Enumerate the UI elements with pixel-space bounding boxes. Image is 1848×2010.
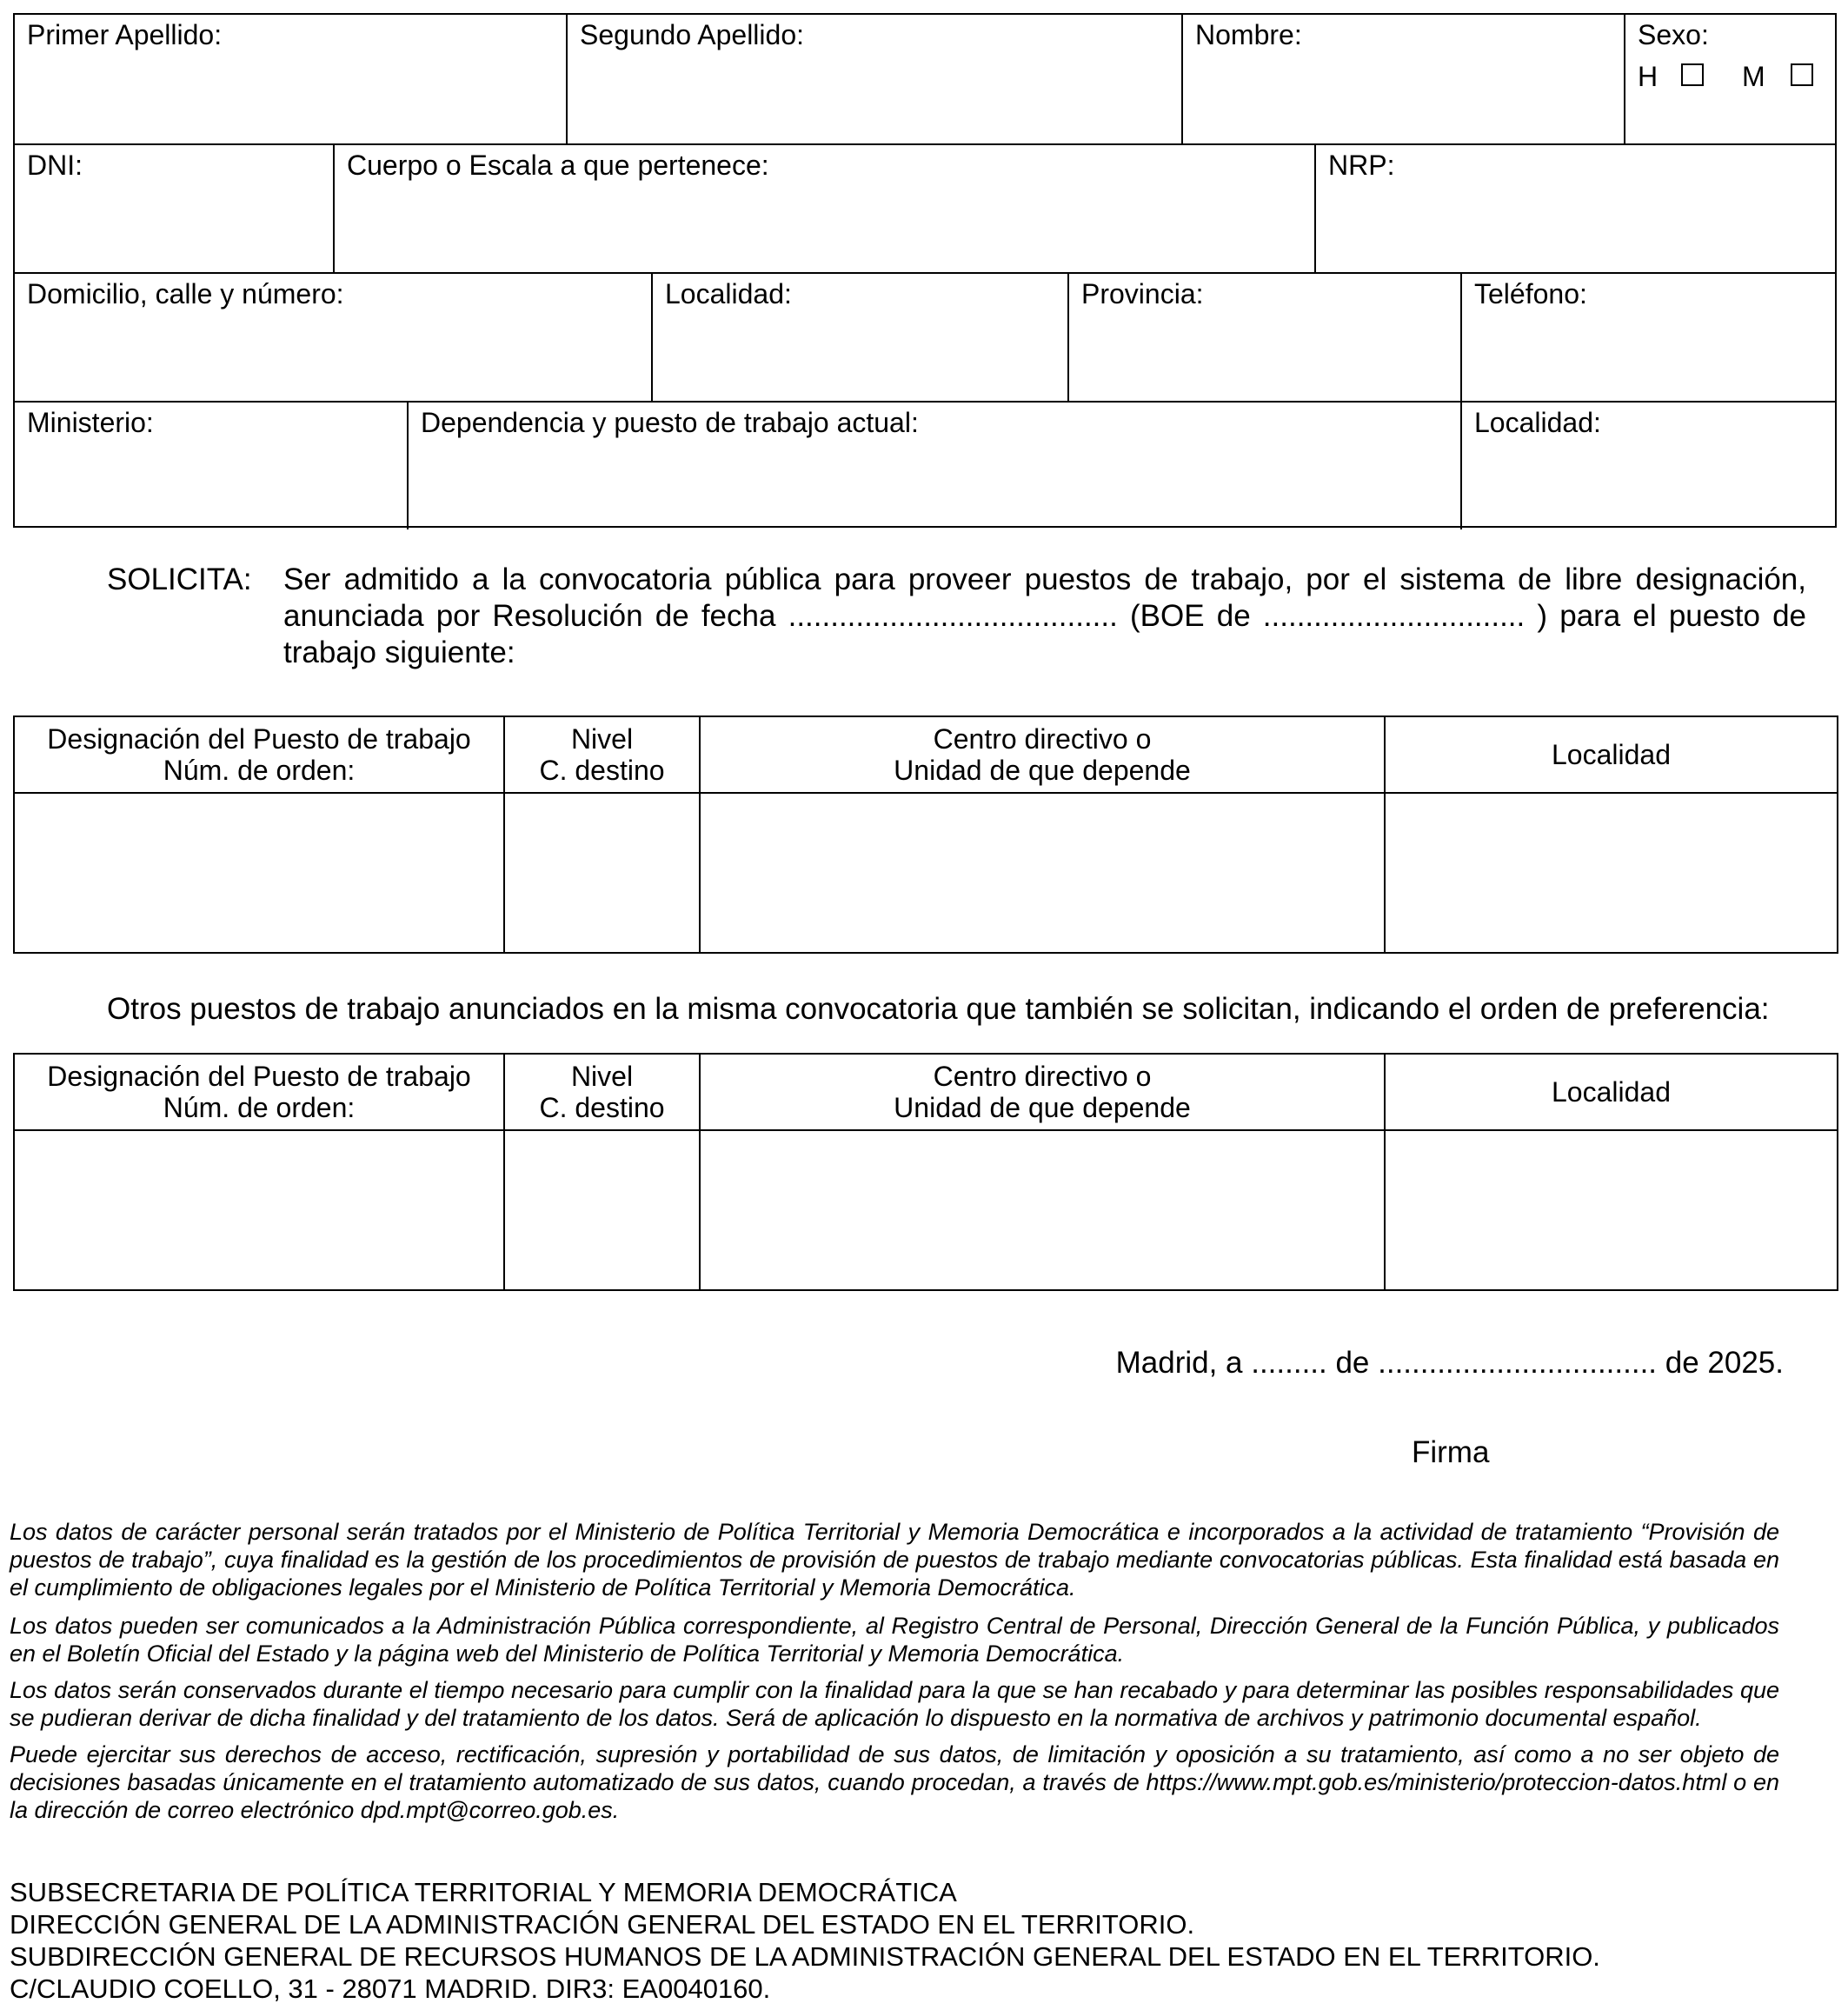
segundo-apellido-field[interactable] xyxy=(566,15,1181,143)
place-date-line: Madrid, a ......... de ................................. de 2025. xyxy=(1115,1346,1784,1380)
solicita-label: SOLICITA: xyxy=(107,562,252,596)
nivel-header-line2: C. destino xyxy=(539,755,665,786)
table-row xyxy=(14,1130,1838,1290)
telefono-label: Teléfono: xyxy=(1474,278,1587,309)
localidad-actual-label: Localidad: xyxy=(1474,407,1601,438)
localidad-actual-field[interactable] xyxy=(1460,403,1838,529)
primer-apellido-label: Primer Apellido: xyxy=(27,19,223,50)
footer-line-1: SUBSECRETARIA DE POLÍTICA TERRITORIAL Y MEMORIA DEMOCRÁTICA xyxy=(10,1877,957,1907)
firma-label: Firma xyxy=(1412,1435,1490,1469)
sexo-h-label: H xyxy=(1638,61,1659,92)
row-dni xyxy=(15,143,1835,272)
footer-line-3: SUBDIRECCIÓN GENERAL DE RECURSOS HUMANOS DE LA ADMINISTRACIÓN GENERAL DEL ESTADO EN EL TERRITORIO. xyxy=(10,1941,1600,1972)
segundo-apellido-label: Segundo Apellido: xyxy=(580,19,804,50)
localidad-label: Localidad: xyxy=(665,278,792,309)
centro-cell[interactable] xyxy=(700,793,1385,953)
sexo-m-checkbox[interactable] xyxy=(1791,63,1813,86)
ministerio-field[interactable] xyxy=(15,403,407,529)
legal-paragraph-1: Los datos de carácter personal serán tratados por el Ministerio de Política Territorial y Memoria Democrática e incorporados a la actividad de tratamiento “Provisión de puestos de trabajo”, cuya finalidad es la gestión de los procedimientos de provisión de puestos de trabajo mediante convocatorias públicas. Esta finalidad está basada en el cumplimiento de obligaciones legales por el Ministerio de Política Territorial y Memoria Democrática. xyxy=(10,1519,1779,1601)
designacion-header-line2: Núm. de orden: xyxy=(163,755,356,786)
designacion-header-line1: Designación del Puesto de trabajo xyxy=(47,723,471,755)
nivel-cell[interactable] xyxy=(504,793,700,953)
nivel-header xyxy=(504,1054,700,1130)
personal-data-grid xyxy=(13,13,1837,528)
provincia-label: Provincia: xyxy=(1081,278,1204,309)
legal-paragraph-3: Los datos serán conservados durante el tiempo necesario para cumplir con la finalidad para la que se han recabado y para determinar las posibles responsabilidades que se pudieran derivar de dicha finalidad y del tratamiento de los datos. Será de aplicación lo dispuesto en la normativa de archivos y patrimonio documental español. xyxy=(10,1677,1779,1731)
centro-header-line2: Unidad de que depende xyxy=(894,755,1191,786)
designacion-header-line2: Núm. de orden: xyxy=(163,1092,356,1123)
designacion-header xyxy=(14,1054,504,1130)
localidad-header: Localidad xyxy=(1385,1054,1838,1130)
cuerpo-label: Cuerpo o Escala a que pertenece: xyxy=(347,150,769,181)
localidad-header: Localidad xyxy=(1385,716,1838,793)
table-header-row xyxy=(14,1054,1838,1130)
footer-line-2: DIRECCIÓN GENERAL DE LA ADMINISTRACIÓN GENERAL DEL ESTADO EN EL TERRITORIO. xyxy=(10,1909,1195,1940)
nrp-field[interactable] xyxy=(1314,145,1838,272)
designacion-cell[interactable] xyxy=(14,1130,504,1290)
solicita-text: Ser admitido a la convocatoria pública para proveer puestos de trabajo, por el sistema de libre designación, anunciada por Resolución de fecha ....................................... (BOE de ............................... ) para el puesto de trabajo siguiente: xyxy=(283,562,1806,669)
row-address xyxy=(15,272,1835,401)
table-row xyxy=(14,793,1838,953)
domicilio-label: Domicilio, calle y número: xyxy=(27,278,344,309)
footer-line-4: C/CLAUDIO COELLO, 31 - 28071 MADRID. DIR3: EA0040160. xyxy=(10,1973,771,2004)
designacion-header xyxy=(14,716,504,793)
centro-header xyxy=(700,716,1385,793)
centro-cell[interactable] xyxy=(700,1130,1385,1290)
centro-header-line1: Centro directivo o xyxy=(933,1061,1152,1092)
sexo-label: Sexo: xyxy=(1638,19,1709,50)
cuerpo-field[interactable] xyxy=(333,145,1314,272)
nrp-label: NRP: xyxy=(1328,150,1395,181)
domicilio-field[interactable] xyxy=(15,274,651,401)
designacion-header-line1: Designación del Puesto de trabajo xyxy=(47,1061,471,1092)
localidad-field[interactable] xyxy=(651,274,1067,401)
nivel-header-line1: Nivel xyxy=(570,1061,634,1092)
nivel-cell[interactable] xyxy=(504,1130,700,1290)
centro-header-line1: Centro directivo o xyxy=(933,723,1152,755)
row-names xyxy=(15,15,1835,143)
legal-paragraph-4: Puede ejercitar sus derechos de acceso, rectificación, supresión y portabilidad de sus datos, de limitación y oposición a su tratamiento, así como a no ser objeto de decisiones basadas únicamente en el tratamiento automatizado de sus datos, cuando procedan, a través de https://www.mpt.gob.es/ministerio/proteccion-datos.html o en la dirección de correo electrónico dpd.mpt@correo.gob.es. xyxy=(10,1741,1779,1823)
sexo-field xyxy=(1624,15,1838,143)
nombre-field[interactable] xyxy=(1181,15,1624,143)
otros-puestos-table xyxy=(13,1053,1838,1291)
localidad-cell[interactable] xyxy=(1385,793,1838,953)
centro-header xyxy=(700,1054,1385,1130)
telefono-field[interactable] xyxy=(1460,274,1838,401)
row-ministerio xyxy=(15,401,1835,529)
otros-puestos-text: Otros puestos de trabajo anunciados en la misma convocatoria que también se solicitan, indicando el orden de preferencia: xyxy=(107,992,1770,1026)
footer-address xyxy=(10,1876,1600,2005)
primer-apellido-field[interactable] xyxy=(15,15,566,143)
sexo-h-checkbox[interactable] xyxy=(1681,63,1704,86)
nivel-header-line2: C. destino xyxy=(539,1092,665,1123)
legal-paragraph-2: Los datos pueden ser comunicados a la Administración Pública correspondiente, al Registro Central de Personal, Dirección General de la Función Pública, y publicados en el Boletín Oficial del Estado y la página web del Ministerio de Política Territorial y Memoria Democrática. xyxy=(10,1613,1779,1667)
dni-field[interactable] xyxy=(15,145,333,272)
table-header-row xyxy=(14,716,1838,793)
designacion-cell[interactable] xyxy=(14,793,504,953)
localidad-cell[interactable] xyxy=(1385,1130,1838,1290)
sexo-m-label: M xyxy=(1742,61,1765,92)
dependencia-label: Dependencia y puesto de trabajo actual: xyxy=(421,407,919,438)
ministerio-label: Ministerio: xyxy=(27,407,154,438)
puesto-table xyxy=(13,715,1838,954)
nombre-label: Nombre: xyxy=(1195,19,1302,50)
dependencia-field[interactable] xyxy=(407,403,1460,529)
nivel-header-line1: Nivel xyxy=(570,723,634,755)
centro-header-line2: Unidad de que depende xyxy=(894,1092,1191,1123)
dni-label: DNI: xyxy=(27,150,83,181)
provincia-field[interactable] xyxy=(1067,274,1460,401)
nivel-header xyxy=(504,716,700,793)
